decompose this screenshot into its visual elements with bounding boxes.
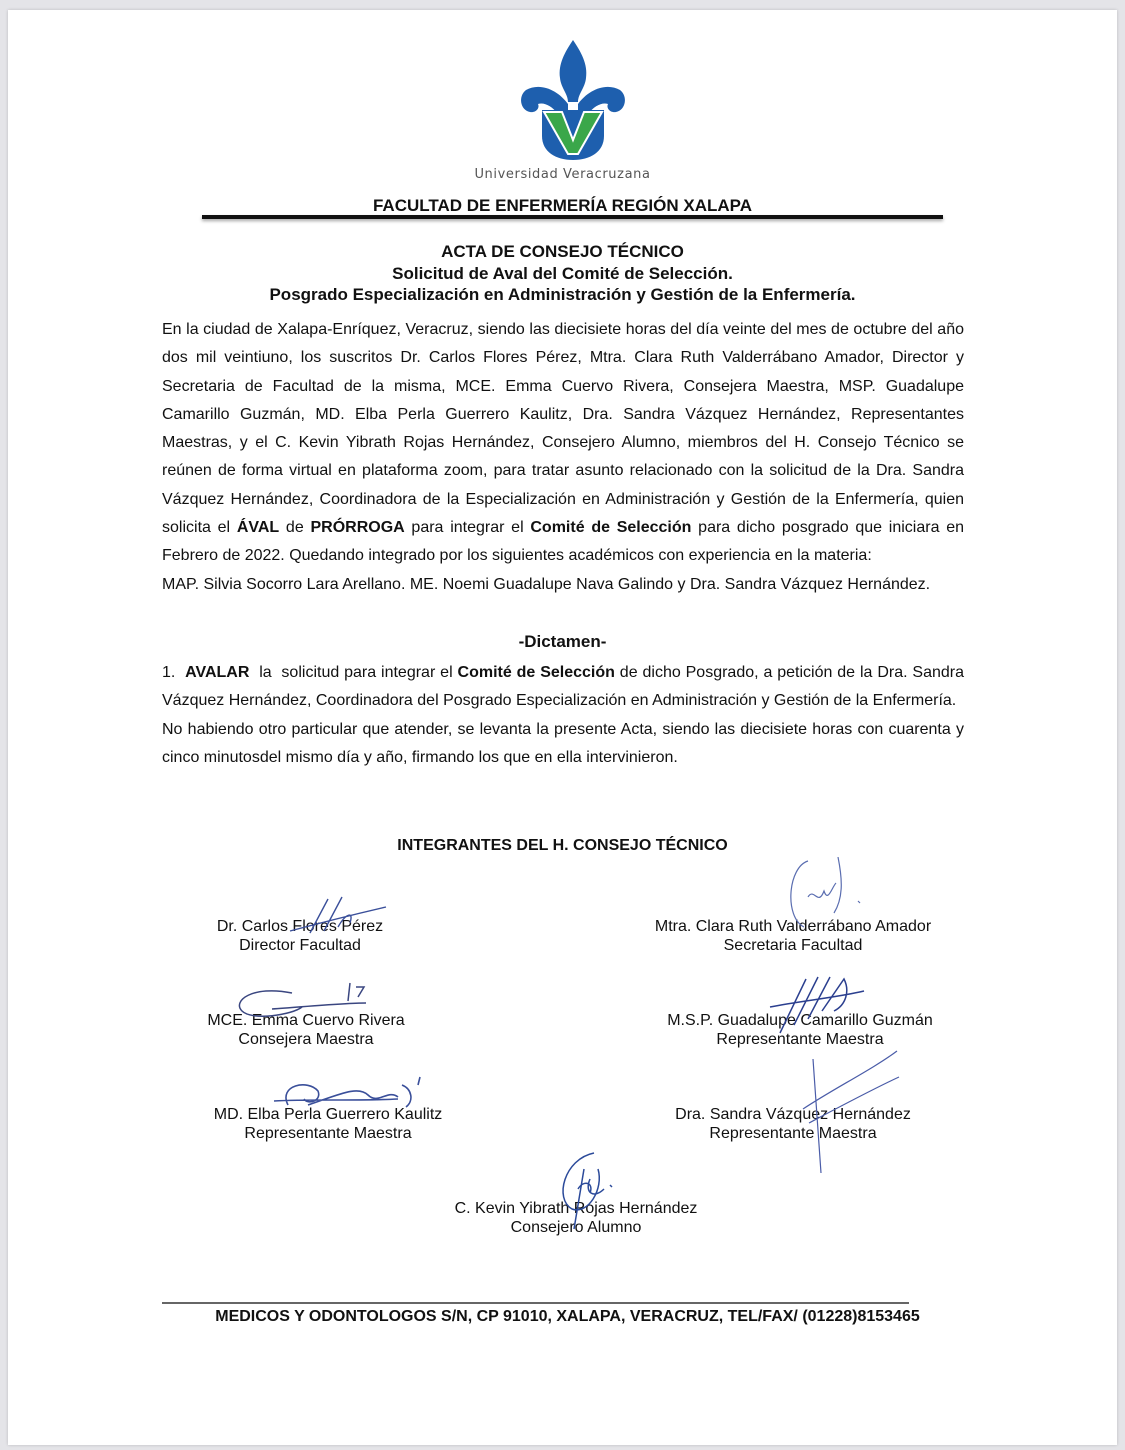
avalar-emphasis: AVALAR [185, 664, 250, 681]
dictamen-heading: -Dictamen- [518, 632, 607, 651]
header-divider [202, 215, 943, 219]
document-subtitle: Solicitud de Aval del Comité de Selección. [392, 263, 733, 283]
signatory-role: Director Facultad [239, 937, 361, 954]
signatory-name: Dra. Sandra Vázquez Hernández [675, 1106, 911, 1123]
signatory-role: Representante Maestra [709, 1125, 877, 1142]
signatory-name: MCE. Emma Cuervo Rivera [207, 1012, 405, 1029]
dictamen-item-number: 1. [162, 664, 176, 681]
prorroga-emphasis: PRÓRROGA [310, 519, 405, 537]
footer-address: MEDICOS Y ODONTOLOGOS S/N, CP 91010, XALAPA, VERACRUZ, TEL/FAX/ (01228)8153465 [215, 1308, 920, 1325]
signatory-name: Mtra. Clara Ruth Valderrábano Amador [654, 918, 932, 935]
signatory-role: Representante Maestra [244, 1125, 412, 1142]
signatory-representante-1 [630, 1011, 970, 1049]
comite-emphasis-2: Comité de Selección [457, 664, 615, 681]
document-titles [0, 241, 1125, 306]
signatory-representante-3 [623, 1105, 963, 1143]
signatory-name: Dr. Carlos Flores Pérez [216, 918, 384, 935]
footer-divider [162, 1302, 909, 1304]
closing-statement: No habiendo otro particular que atender, se levanta la presente Acta, siendo las diecisiete horas con cuarenta y cinco minutosdel mismo día y año, firmando los que en ella intervinieron. [162, 720, 964, 766]
committee-members-line: MAP. Silvia Socorro Lara Arellano. ME. Noemi Guadalupe Nava Galindo y Dra. Sandra Vázquez Hernández. [162, 575, 931, 593]
dictamen-paragraph: 1. AVALAR la solicitud para integrar el Comité de Selección de dicho Posgrado, a petición de la Dra. Sandra Vázquez Hernández, Coordinadora del Posgrado Especialización en Administración y Gestión de la Enfermería. No habiendo otro particular que atender, se levanta la presente Acta, siendo las diecisiete horas con cuarenta y cinco minutosdel mismo día y año, firmando los que en ella intervinieron. [162, 659, 964, 772]
logo-fleur-top [560, 40, 587, 102]
signatory-consejero-alumno [406, 1199, 746, 1237]
signatory-secretary [638, 917, 948, 955]
signatory-representante-2 [158, 1105, 498, 1143]
signatory-name: M.S.P. Guadalupe Camarillo Guzmán [667, 1012, 933, 1029]
signatory-name: C. Kevin Yibrath Rojas Hernández [454, 1200, 698, 1217]
aval-emphasis: ÁVAL [236, 519, 280, 537]
logo-fleur-right [578, 87, 625, 114]
signatory-role: Consejera Maestra [238, 1031, 374, 1048]
members-heading: INTEGRANTES DEL H. CONSEJO TÉCNICO [397, 837, 728, 854]
faculty-title: FACULTAD DE ENFERMERÍA REGIÓN XALAPA [372, 196, 753, 215]
logo-caption: Universidad Veracruzana [474, 167, 651, 182]
signatory-role: Representante Maestra [716, 1031, 884, 1048]
comite-emphasis: Comité de Selección [530, 519, 692, 537]
signatory-name: MD. Elba Perla Guerrero Kaulitz [213, 1106, 443, 1123]
university-logo-icon [518, 38, 628, 162]
document-title: ACTA DE CONSEJO TÉCNICO [441, 242, 684, 261]
signatory-role: Secretaria Facultad [723, 937, 863, 954]
signatory-director [130, 917, 470, 955]
program-title: Posgrado Especialización en Administración y Gestión de la Enfermería. [269, 285, 856, 304]
signatory-consejera [136, 1011, 476, 1049]
intro-paragraph: En la ciudad de Xalapa-Enríquez, Veracruz, siendo las diecisiete horas del día veinte del mes de octubre del año dos mil veintiuno, los suscritos Dr. Carlos Flores Pérez, Mtra. Clara Ruth Valderrábano Amador, Director y Secretaria de Facultad de la misma, MCE. Emma Cuervo Rivera, Consejera Maestra, MSP. Guadalupe Camarillo Guzmán, MD. Elba Perla Guerrero Kaulitz, Dra. Sandra Vázquez Hernández, Representantes Maestras, y el C. Kevin Yibrath Rojas Hernández, Consejero Alumno, miembros del H. Consejo Técnico se reúnen de forma virtual en plataforma zoom, para tratar asunto relacionado con la solicitud de la Dra. Sandra Vázquez Hernández, Coordinadora de la Especialización en Administración y Gestión de la Enfermería, quien solicita el ÁVAL de PRÓRROGA para integrar el Comité de Selección para dicho posgrado que iniciara en Febrero de 2022. Quedando integrado por los siguientes académicos con experiencia en la materia: MAP. Silvia Socorro Lara Arellano. ME. Noemi Guadalupe Nava Galindo y Dra. Sandra Vázquez Hernández. [162, 316, 964, 599]
signatory-role: Consejero Alumno [510, 1219, 642, 1236]
logo-fleur-left [521, 87, 568, 114]
